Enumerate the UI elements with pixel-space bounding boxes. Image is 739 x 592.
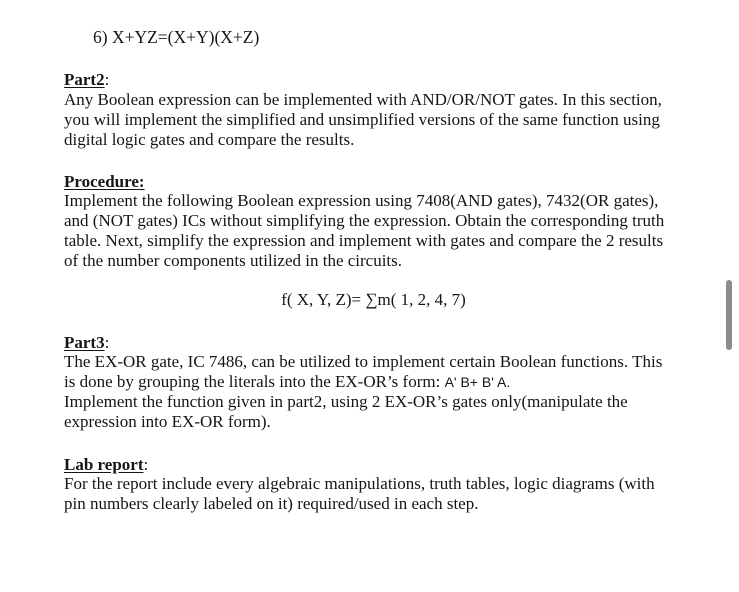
procedure-line-3: table. Next, simplify the expression and implement with gates and compare the 2 results [64,231,664,250]
part3-heading: Part3 [64,333,105,352]
part3-line-2 [64,372,510,392]
formula-text: f( X, Y, Z)= ∑m( 1, 2, 4, 7) [281,290,466,309]
procedure-heading: Procedure: [64,172,145,191]
lab-report-heading-line [64,455,148,475]
part3-colon: : [104,333,110,352]
lab-report-colon: : [143,455,149,474]
part3-heading-line [64,333,109,353]
procedure-line-2: and (NOT gates) ICs without simplifying the expression. Obtain the corresponding truth [64,211,665,230]
lab-report-heading: Lab report [64,455,144,474]
lab-report-line-1: For the report include every algebraic manipulations, truth tables, logic diagrams (with [64,474,655,493]
part2-heading: Part2 [64,70,105,89]
part3-line-2-text: is done by grouping the literals into the EX-OR’s form: [64,372,445,391]
part3-line-4: expression into EX-OR form). [64,412,271,431]
part2-line-2: you will implement the simplified and unsimplified versions of the same function using [64,110,660,129]
exor-form-expression: A' B+ B' A. [444,374,511,390]
lab-report-line-2: pin numbers clearly labeled on it) required/used in each step. [64,494,479,513]
question-6-equation: 6) X+YZ=(X+Y)(X+Z) [93,27,260,47]
boolean-function-formula [0,290,739,310]
procedure-line-4: of the number components utilized in the circuits. [64,251,403,270]
part2-heading-line [64,70,109,90]
part3-line-3: Implement the function given in part2, using 2 EX-OR’s gates only(manipulate the [64,392,628,411]
procedure-line-1: Implement the following Boolean expression using 7408(AND gates), 7432(OR gates), [64,191,659,210]
part2-colon: : [104,70,110,89]
part3-line-1: The EX-OR gate, IC 7486, can be utilized to implement certain Boolean functions. This [64,352,663,371]
part2-line-3: digital logic gates and compare the results. [64,130,355,149]
part2-line-1: Any Boolean expression can be implemented with AND/OR/NOT gates. In this section, [64,90,662,109]
vertical-scrollbar-thumb[interactable] [726,280,732,350]
